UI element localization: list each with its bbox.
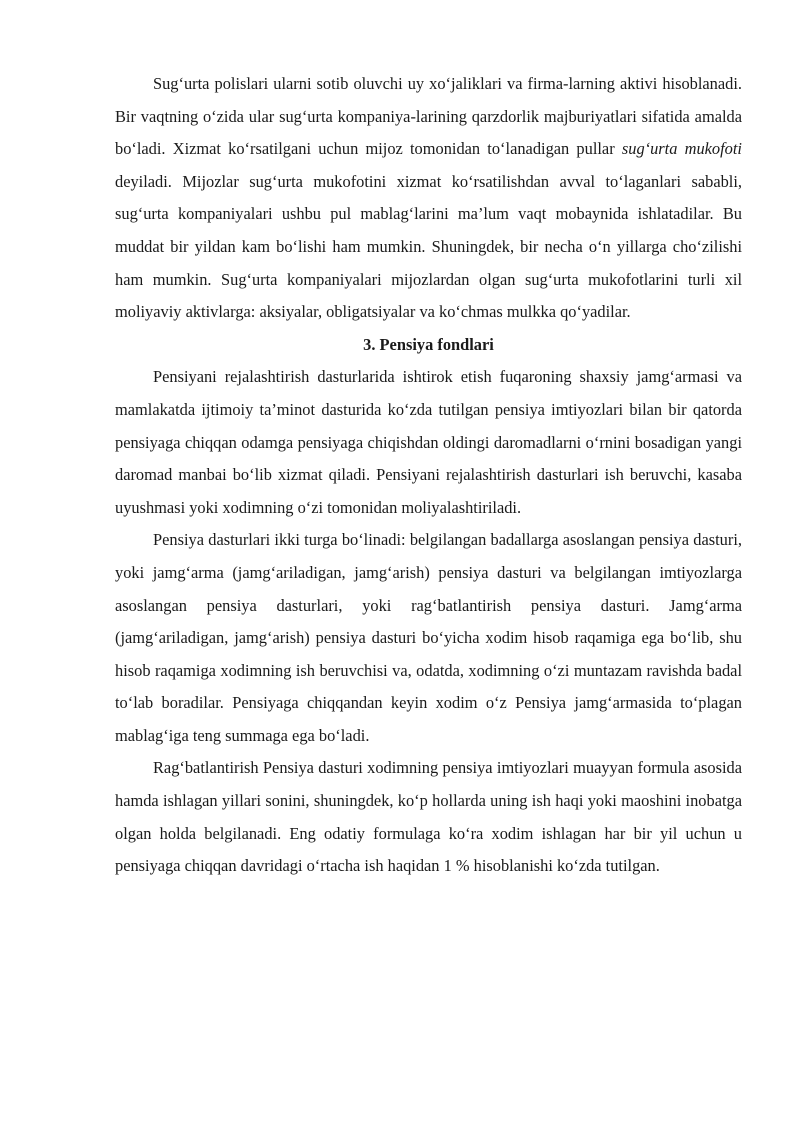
paragraph-text: Sug‘urta polislari ularni sotib oluvchi uy xo‘jaliklari va firma-larning aktivi hisoblanadi. Bir vaqtning o‘zida ular sug‘urta kompaniya-larining qarzdorlik majburiyatlari sifatida amalda bo‘ladi. Xizmat ko‘rsatilgani uchun mijoz tomonidan to‘lanadigan pullar (115, 74, 742, 159)
paragraph-text: deyiladi. Mijozlar sug‘urta mukofotini xizmat ko‘rsatilishdan avval to‘laganlari sababli, sug‘urta kompaniyalari ushbu pul mablag‘larini ma’lum vaqt mobaynida ishlatadilar. Bu muddat bir yildan kam bo‘lishi ham mumkin. Shuningdek, bir necha o‘n yillarga cho‘zilishi ham mumkin. Sug‘urta kompaniyalari mijozlardan olgan sug‘urta mukofotlarini turli xil moliyaviy aktivlarga: aksiyalar, obligatsiyalar va ko‘chmas mulkka qo‘yadilar. (115, 171, 742, 322)
paragraph-pension-planning: Pensiyani rejalashtirish dasturlarida ishtirok etish fuqaroning shaxsiy jamg‘armasi va mamlakatda ijtimoiy ta’minot dasturida ko‘zda tutilgan pensiya imtiyozlari bilan bir qatorda pensiyaga chiqqan odamga pensiyaga chiqishdan oldingi daromadlarni o‘rnini bosadigan yangi daromad manbai bo‘lib xizmat qiladi. Pensiyani rejalashtirish dasturlari ish beruvchi, kasaba uyushmasi yoki xodimning o‘zi tomonidan moliyalashtiriladi. (115, 367, 742, 517)
paragraph-pension-types: Pensiya dasturlari ikki turga bo‘linadi: belgilangan badallarga asoslangan pensiya dasturi, yoki jamg‘arma (jamg‘ariladigan, jamg‘arish) pensiya dasturi va belgilangan imtiyozlarga asoslangan pensiya dasturlari, yoki rag‘batlantirish pensiya dasturi. Jamg‘arma (jamg‘ariladigan, jamg‘arish) pensiya dasturi bo‘yicha xodim hisob raqamiga ega bo‘lib, shu hisob raqamiga xodimning ish beruvchisi va, odatda, xodimning o‘zi muntazam ravishda badal to‘lab boradilar. Pensiyaga chiqqandan keyin xodim o‘z Pensiya jamg‘armasida to‘plagan mablag‘iga teng summaga ega bo‘ladi. (115, 530, 742, 745)
section-heading: 3. Pensiya fondlari (363, 334, 494, 354)
paragraph-insurance-policies (115, 68, 742, 329)
emphasized-term: sug‘urta mukofoti (621, 139, 742, 159)
paragraph-incentive-pension: Rag‘batlantirish Pensiya dasturi xodimning pensiya imtiyozlari muayyan formula asosida hamda ishlagan yillari sonini, shuningdek, ko‘p hollarda uning ish haqi yoki maoshini inobatga olgan holda belgilanadi. Eng odatiy formulaga ko‘ra xodim ishlagan har bir yil uchun u pensiyaga chiqqan davridagi o‘rtacha ish haqidan 1 % hisoblanishi ko‘zda tutilgan. (115, 758, 742, 876)
document-page (115, 68, 742, 883)
